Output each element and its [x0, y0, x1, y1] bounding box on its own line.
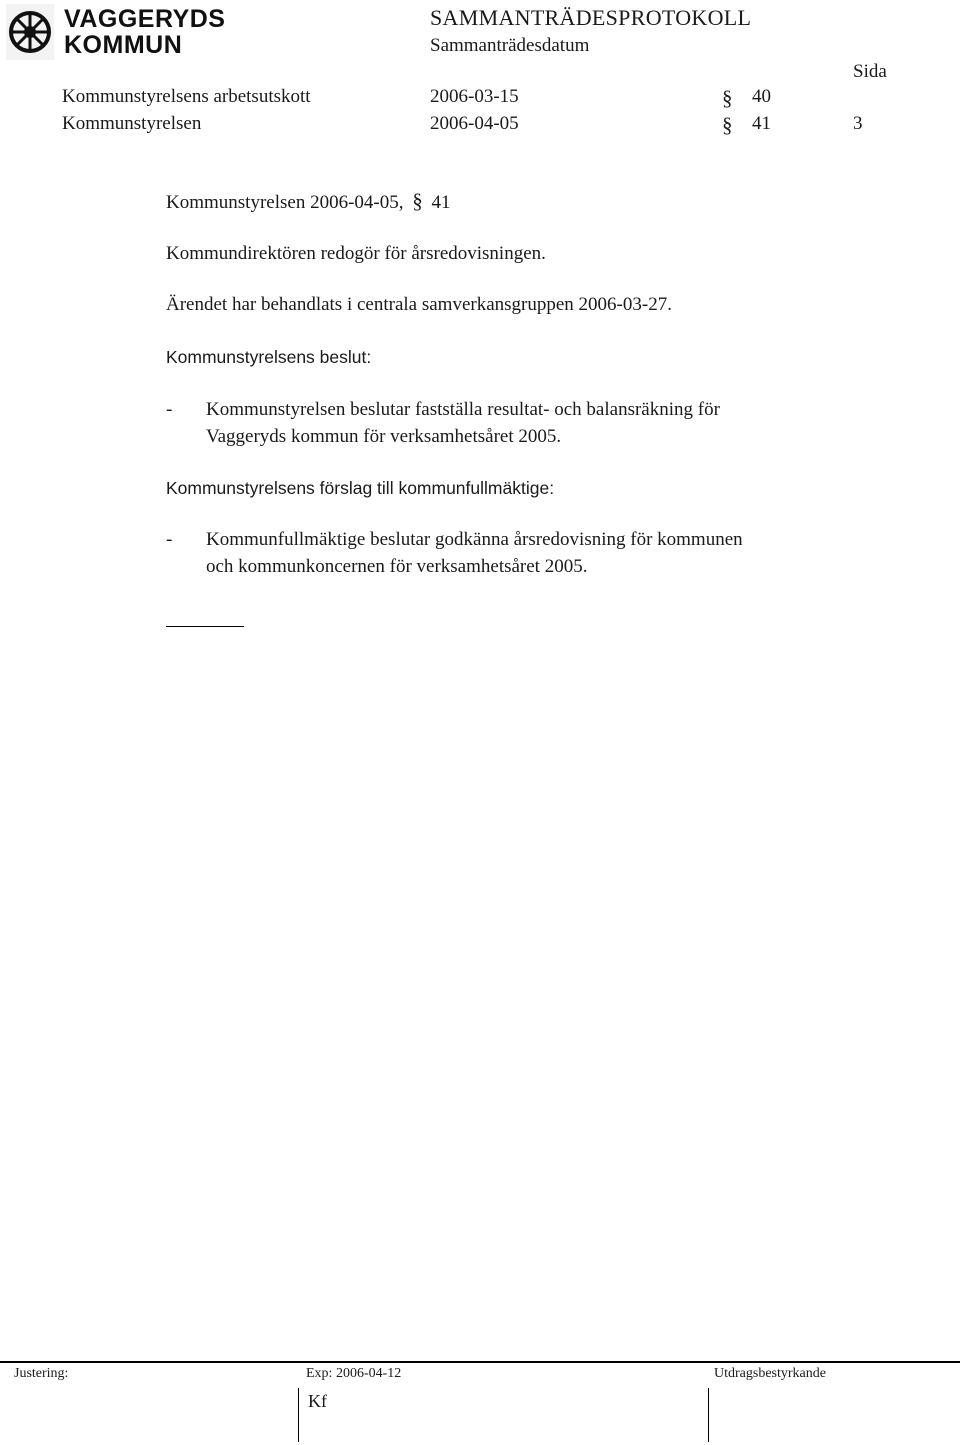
proposal-line-2: och kommunkoncernen för verksamhetsåret 2005. — [206, 556, 588, 577]
reference-text: Kommunstyrelsen 2006-04-05, — [166, 192, 404, 213]
section-end-rule — [166, 626, 244, 627]
meeting-section-1: 40 — [752, 86, 771, 107]
logo-name-line2: KOMMUN — [64, 31, 183, 59]
page-number: 3 — [853, 113, 863, 134]
paragraph-consultation: Ärendet har behandlats i centrala samverkansgruppen 2006-03-27. — [166, 294, 672, 315]
municipal-emblem-icon — [6, 4, 54, 60]
meeting-date-2: 2006-04-05 — [430, 113, 519, 134]
meeting-date-1: 2006-03-15 — [430, 86, 519, 107]
justering-label: Justering: — [14, 1366, 69, 1381]
meeting-body-2: Kommunstyrelsen — [62, 113, 202, 134]
reference-section-sign: § — [412, 189, 423, 213]
decision-heading: Kommunstyrelsens beslut: — [166, 347, 372, 367]
footer-divider-right — [708, 1388, 709, 1442]
expedition-recipient: Kf — [308, 1391, 327, 1411]
section-sign-2: § — [722, 113, 733, 137]
meeting-body-1: Kommunstyrelsens arbetsutskott — [62, 86, 311, 107]
decision-dash: - — [166, 399, 173, 420]
proposal-dash: - — [166, 529, 173, 550]
extract-certification-label: Utdragsbestyrkande — [714, 1366, 826, 1381]
page-label: Sida — [853, 61, 887, 82]
decision-line-1: Kommunstyrelsen beslutar fastställa resultat- och balansräkning för — [206, 399, 720, 420]
meeting-date-label: Sammanträdesdatum — [430, 35, 590, 56]
meeting-section-2: 41 — [752, 113, 771, 134]
footer-rule — [0, 1361, 960, 1363]
reference-section: 41 — [431, 192, 451, 213]
document-title: SAMMANTRÄDESPROTOKOLL — [430, 5, 752, 30]
paragraph-report: Kommundirektören redogör för årsredovisningen. — [166, 243, 546, 264]
decision-line-2: Vaggeryds kommun för verksamhetsåret 2005. — [206, 426, 562, 447]
proposal-line-1: Kommunfullmäktige beslutar godkänna årsredovisning för kommunen — [206, 529, 743, 550]
footer-divider-left — [298, 1388, 299, 1442]
logo-name-line1: VAGGERYDS — [64, 5, 226, 33]
proposal-heading: Kommunstyrelsens förslag till kommunfullmäktige: — [166, 478, 555, 498]
section-sign-1: § — [722, 86, 733, 110]
reference-line — [166, 189, 450, 214]
expedition-label: Exp: 2006-04-12 — [306, 1366, 402, 1381]
